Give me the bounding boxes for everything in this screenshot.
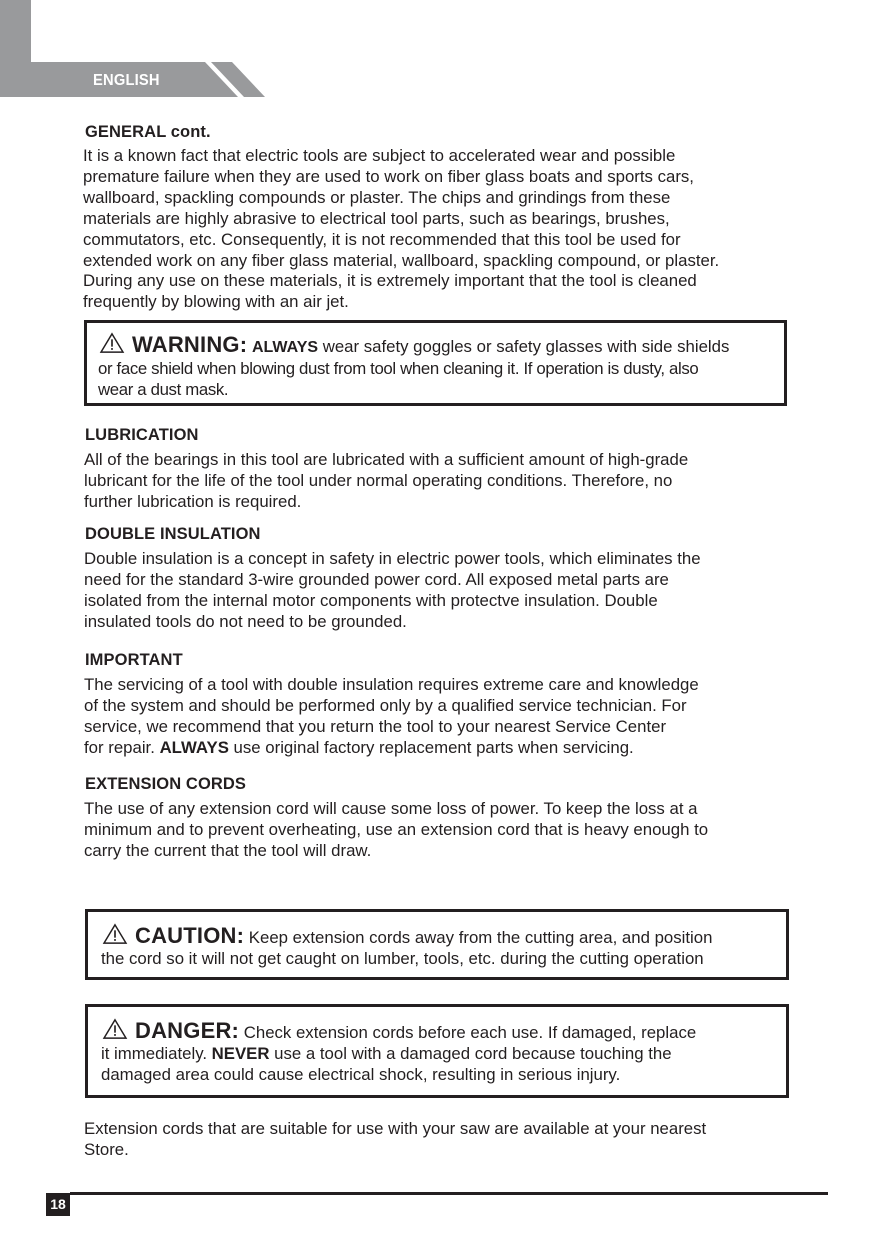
lubrication-paragraph: [84, 450, 804, 513]
danger-triangle-icon: [101, 1018, 129, 1040]
section-title-general: GENERAL cont.: [85, 123, 211, 141]
text-line: further lubrication is required.: [84, 491, 302, 511]
text-line: Double insulation is a concept in safety in electric power tools, which eliminates the: [84, 549, 701, 568]
warning-triangle-icon: [98, 332, 126, 354]
danger-text: [101, 1018, 696, 1086]
danger-label: DANGER:: [135, 1018, 240, 1043]
text-line: [84, 738, 804, 759]
section-title-double-insulation: DOUBLE INSULATION: [85, 525, 261, 543]
closing-paragraph: [84, 1119, 804, 1161]
text-line: need for the standard 3-wire grounded power cord. All exposed metal parts are: [84, 569, 669, 589]
caution-box: [85, 909, 789, 980]
danger-line-1: [101, 1018, 696, 1044]
text-line: of the system and should be performed only by a qualified service technician. For: [84, 695, 687, 715]
danger-box: [85, 1004, 789, 1098]
text-line: During any use on these materials, it is extremely important that the tool is cleaned: [83, 271, 697, 291]
text-line: The servicing of a tool with double insulation requires extreme care and knowledge: [84, 675, 699, 694]
text-line: minimum and to prevent overheating, use an extension cord that is heavy enough to: [84, 819, 709, 839]
text-line: All of the bearings in this tool are lubricated with a sufficient amount of high-grade: [84, 450, 689, 469]
double-insulation-paragraph: [84, 549, 804, 633]
important-emphasis: ALWAYS: [159, 737, 229, 757]
danger-text-rest: Check extension cords before each use. If damaged, replace: [239, 1023, 697, 1042]
text-line: wallboard, spackling compounds or plaster. The chips and grindings from these: [83, 187, 671, 207]
warning-text-rest: wear safety goggles or safety glasses with side shields: [318, 337, 730, 356]
text-line: extended work on any fiber glass material, wallboard, spackling compound, or plaster.: [83, 250, 720, 270]
text-line: commutators, etc. Consequently, it is not recommended that this tool be used for: [83, 229, 681, 249]
caution-text-rest: Keep extension cords away from the cutting area, and position: [244, 928, 713, 947]
warning-label: WARNING:: [132, 332, 248, 357]
general-paragraph: [83, 146, 803, 313]
text-line: premature failure when they are used to work on fiber glass boats and sports cars,: [83, 166, 694, 186]
footer-rule: [70, 1192, 828, 1195]
text-line: carry the current that the tool will draw.: [84, 840, 372, 860]
caution-text: [101, 923, 712, 970]
text-line: Extension cords that are suitable for use with your saw are available at your nearest: [84, 1119, 707, 1138]
text-line: service, we recommend that you return the tool to your nearest Service Center: [84, 716, 667, 736]
warning-emphasis: ALWAYS: [251, 339, 319, 356]
caution-line-1: [101, 923, 712, 949]
text-line: lubricant for the life of the tool under normal operating conditions. Therefore, no: [84, 470, 673, 490]
text-line: damaged area could cause electrical shock, resulting in serious injury.: [101, 1064, 621, 1084]
text-line: materials are highly abrasive to electrical tool parts, such as bearings, brushes,: [83, 208, 670, 228]
text-line: isolated from the internal motor components with protectve insulation. Double: [84, 590, 658, 610]
text-line: The use of any extension cord will cause some loss of power. To keep the loss at a: [84, 799, 698, 818]
danger-line-2: [101, 1044, 696, 1065]
text-line: or face shield when blowing dust from tool when cleaning it. If operation is dusty, also: [98, 358, 699, 378]
text-line: Store.: [84, 1139, 129, 1159]
danger-line2-prefix: it immediately.: [101, 1043, 212, 1063]
page-number: 18: [46, 1193, 70, 1216]
text-line: the cord so it will not get caught on lumber, tools, etc. during the cutting operation: [101, 948, 704, 968]
section-title-important: IMPORTANT: [85, 651, 183, 669]
caution-label: CAUTION:: [135, 923, 245, 948]
caution-triangle-icon: [101, 923, 129, 945]
text-line: wear a dust mask.: [98, 379, 229, 399]
danger-emphasis: NEVER: [211, 1043, 270, 1063]
text-line: frequently by blowing with an air jet.: [83, 292, 349, 312]
danger-line2-rest: use a tool with a damaged cord because touching the: [269, 1043, 672, 1063]
warning-line-1: [98, 332, 729, 359]
text-line: It is a known fact that electric tools are subject to accelerated wear and possible: [83, 146, 676, 165]
extension-cords-paragraph: [84, 799, 804, 862]
important-last-prefix: for repair.: [84, 737, 160, 757]
important-paragraph: [84, 675, 804, 759]
text-line: insulated tools do not need to be grounded.: [84, 611, 407, 631]
section-title-extension-cords: EXTENSION CORDS: [85, 775, 247, 793]
important-last-rest: use original factory replacement parts when servicing.: [228, 737, 634, 757]
warning-box: [84, 320, 787, 406]
warning-text: [98, 332, 729, 401]
language-label: ENGLISH: [93, 72, 160, 89]
section-title-lubrication: LUBRICATION: [85, 426, 199, 444]
